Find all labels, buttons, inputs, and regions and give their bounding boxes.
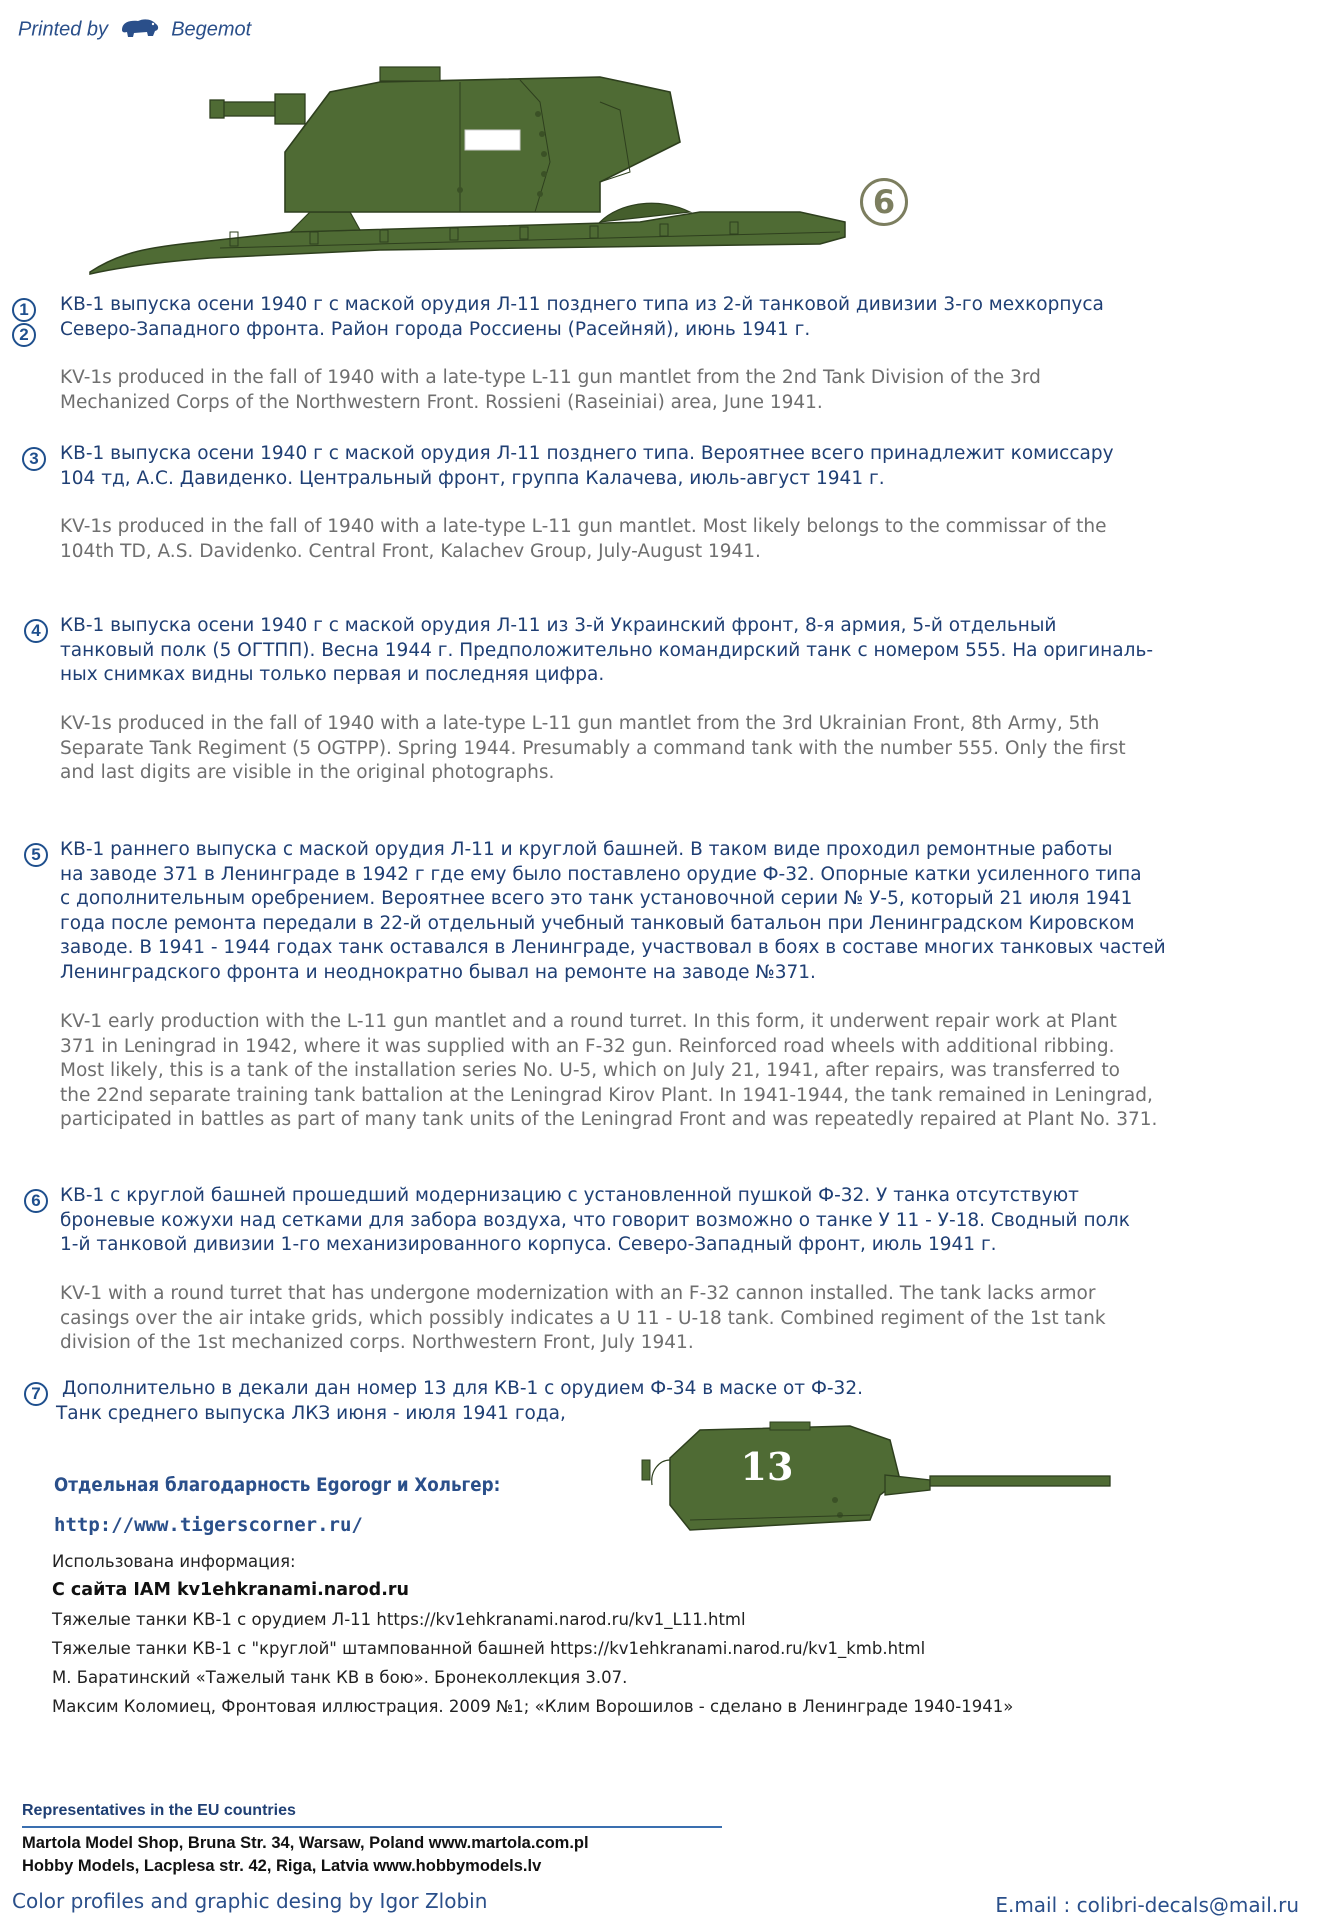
- printed-by-header: [18, 16, 251, 44]
- marking-number-badge: 6: [860, 178, 908, 226]
- text-line: participated in battles as part of many tank units of the Leningrad Front and was repeatedly repaired at Plant No. 371.: [60, 1109, 1158, 1130]
- text-line: KV-1 early production with the L-11 gun mantlet and a round turret. In this form, it underwent repair work at Plant: [60, 1011, 1117, 1032]
- text-line: Most likely, this is a tank of the installation series No. U-5, which on July 21, 1941, after repairs, was transferred to: [60, 1060, 1120, 1081]
- text-line: КВ-1 с круглой башней прошедший модернизацию с установленной пушкой Ф-32. У танка отсутствуют: [60, 1185, 1079, 1206]
- entry-6-en-text: [60, 1282, 1300, 1356]
- entry-4-en-text: [60, 712, 1300, 786]
- printed-by-label: Printed by: [18, 18, 109, 41]
- hippo-logo-icon: [120, 16, 160, 44]
- text-line: Mechanized Corps of the Northwestern Front. Rossieni (Raseiniai) area, June 1941.: [60, 391, 823, 413]
- entry-5-en-text: [60, 1010, 1300, 1133]
- text-line: and last digits are visible in the original photographs.: [60, 762, 555, 783]
- sources-site: С сайта IAM kv1ehkranami.narod.ru: [52, 1580, 409, 1600]
- thanks-line: Отдельная благодарность Egorogr и Хольгер:: [54, 1474, 501, 1496]
- tigerscorner-link[interactable]: http://www.tigerscorner.ru/: [54, 1514, 363, 1536]
- text-line: KV-1 with a round turret that has undergone modernization with an F-32 cannon installed. The tank lacks armor: [60, 1283, 1096, 1304]
- entry-4-ru-text: [60, 614, 1300, 688]
- text-line: броневые кожухи над сетками для забора воздуха, что говорит возможно о танке У 11 - У-18. Сводный полк: [60, 1209, 1130, 1231]
- source-item: Тяжелые танки КВ-1 с орудием Л-11 https://kv1ehkranami.narod.ru/kv1_L11.html: [52, 1610, 746, 1629]
- text-line: 1-й танковой дивизии 1-го механизированного корпуса. Северо-Западный фронт, июль 1941 г.: [60, 1234, 997, 1255]
- representative-martola: Martola Model Shop, Bruna Str. 34, Warsaw, Poland www.martola.com.pl: [22, 1834, 589, 1852]
- text-line: KV-1s produced in the fall of 1940 with a late-type L-11 gun mantlet from the 2nd Tank Division of the 3rd: [60, 367, 1041, 388]
- text-line: танковый полк (5 ОГТПП). Весна 1944 г. Предположительно командирский танк с номером 555. На оригиналь-: [60, 639, 1154, 661]
- text-line: Танк среднего выпуска ЛКЗ июня - июля 1941 года,: [56, 1402, 566, 1424]
- entry-6-ru-text: [60, 1184, 1300, 1258]
- text-line: КВ-1 раннего выпуска с маской орудия Л-11 и круглой башней. В таком виде проходил ремонтные работы: [60, 839, 1113, 860]
- text-line: Северо-Западного фронта. Район города Россиены (Расейняй), июнь 1941 г.: [60, 318, 811, 340]
- marking-badge-5: 5: [24, 843, 48, 867]
- entry-1-en-text: [60, 366, 1300, 415]
- representatives-divider: [22, 1826, 722, 1828]
- turret-marking-number: 13: [740, 1444, 794, 1489]
- text-line: с дополнительным оребрением. Вероятнее всего это танк установочной серии № У-5, который 21 июля 1941: [60, 888, 1133, 909]
- source-item: М. Баратинский «Тажелый танк КВ в бою». Бронеколлекция 3.07.: [52, 1668, 628, 1687]
- sources-intro: Использована информация:: [52, 1552, 296, 1571]
- text-line: КВ-1 выпуска осени 1940 г с маской орудия Л-11 из 3-й Украинский фронт, 8-я армия, 5-й отдельный: [60, 615, 1057, 636]
- text-line: 104th TD, A.S. Davidenko. Central Front, Kalachev Group, July-August 1941.: [60, 540, 761, 562]
- entry-1-ru-text: [60, 293, 1300, 342]
- source-item: Максим Коломиец, Фронтовая иллюстрация. 2009 №1; «Клим Ворошилов - сделано в Ленинграде 1940-1941»: [52, 1697, 1014, 1716]
- marking-badge-7: 7: [24, 1382, 48, 1406]
- text-line: KV-1s produced in the fall of 1940 with a late-type L-11 gun mantlet from the 3rd Ukrainian Front, 8th Army, 5th: [60, 713, 1100, 734]
- text-line: Дополнительно в декали дан номер 13 для КВ-1 с орудием Ф-34 в маске от Ф-32.: [62, 1378, 863, 1399]
- entry-7-ru-text: [56, 1377, 1302, 1426]
- brand-label: Begemot: [171, 18, 252, 41]
- text-line: 371 in Leningrad in 1942, where it was supplied with an F-32 gun. Reinforced road wheels with additional ribbing.: [60, 1035, 1115, 1057]
- text-line: 104 тд, А.С. Давиденко. Центральный фронт, группа Калачева, июль-август 1941 г.: [60, 467, 885, 489]
- entry-3-en-text: [60, 515, 1300, 564]
- text-line: Ленинградского фронта и неоднократно бывал на ремонте на заводе №371.: [60, 961, 816, 983]
- kv1-side-view-illustration: [80, 62, 860, 282]
- text-line: casings over the air intake grids, which possibly indicates a U 11 - U-18 tank. Combined regiment of the 1st tank: [60, 1307, 1106, 1329]
- text-line: division of the 1st mechanized corps. Northwestern Front, July 1941.: [60, 1332, 694, 1353]
- text-line: the 22nd separate training tank battalion at the Leningrad Kirov Plant. In 1941-1944, the tank remained in Leningrad,: [60, 1084, 1153, 1106]
- source-item: Тяжелые танки КВ-1 с "круглой" штампованной башней https://kv1ehkranami.narod.ru/kv1_kmb.html: [52, 1639, 926, 1658]
- entry-5-ru-text: [60, 838, 1300, 985]
- representatives-title: Representatives in the EU countries: [22, 1802, 296, 1819]
- marking-badge-6: 6: [24, 1189, 48, 1213]
- text-line: ных снимках видны только первая и последняя цифра.: [60, 664, 605, 685]
- kv1-turret-illustration: [630, 1420, 1230, 1540]
- credits-line: Color profiles and graphic desing by Igor Zlobin: [12, 1889, 488, 1913]
- entry-3-ru-text: [60, 442, 1300, 491]
- text-line: КВ-1 выпуска осени 1940 г с маской орудия Л-11 позднего типа из 2-й танковой дивизии 3-го мехкорпуса: [60, 294, 1104, 315]
- marking-badge-2: 2: [12, 323, 36, 347]
- representative-hobbymodels: Hobby Models, Lacplesa str. 42, Riga, Latvia www.hobbymodels.lv: [22, 1857, 542, 1875]
- text-line: заводе. В 1941 - 1944 годах танк оставался в Ленинграде, участвовал в боях в составе многих танковых частей: [60, 937, 1166, 958]
- text-line: года после ремонта передали в 22-й отдельный учебный танковый батальон при Ленинградском Кировском: [60, 912, 1135, 934]
- text-line: на заводе 371 в Ленинграде в 1942 г где ему было поставлено орудие Ф-32. Опорные катки усиленного типа: [60, 863, 1142, 885]
- marking-badge-4: 4: [24, 619, 48, 643]
- marking-badge-1: 1: [12, 298, 36, 322]
- text-line: КВ-1 выпуска осени 1940 г с маской орудия Л-11 позднего типа. Вероятнее всего принадлежит комиссару: [60, 443, 1114, 464]
- marking-badge-3: 3: [22, 447, 46, 471]
- email-line[interactable]: E.mail : colibri-decals@mail.ru: [995, 1893, 1299, 1917]
- text-line: KV-1s produced in the fall of 1940 with a late-type L-11 gun mantlet. Most likely belongs to the commissar of the: [60, 516, 1107, 537]
- text-line: Separate Tank Regiment (5 OGTPP). Spring 1944. Presumably a command tank with the number 555. Only the first: [60, 737, 1126, 759]
